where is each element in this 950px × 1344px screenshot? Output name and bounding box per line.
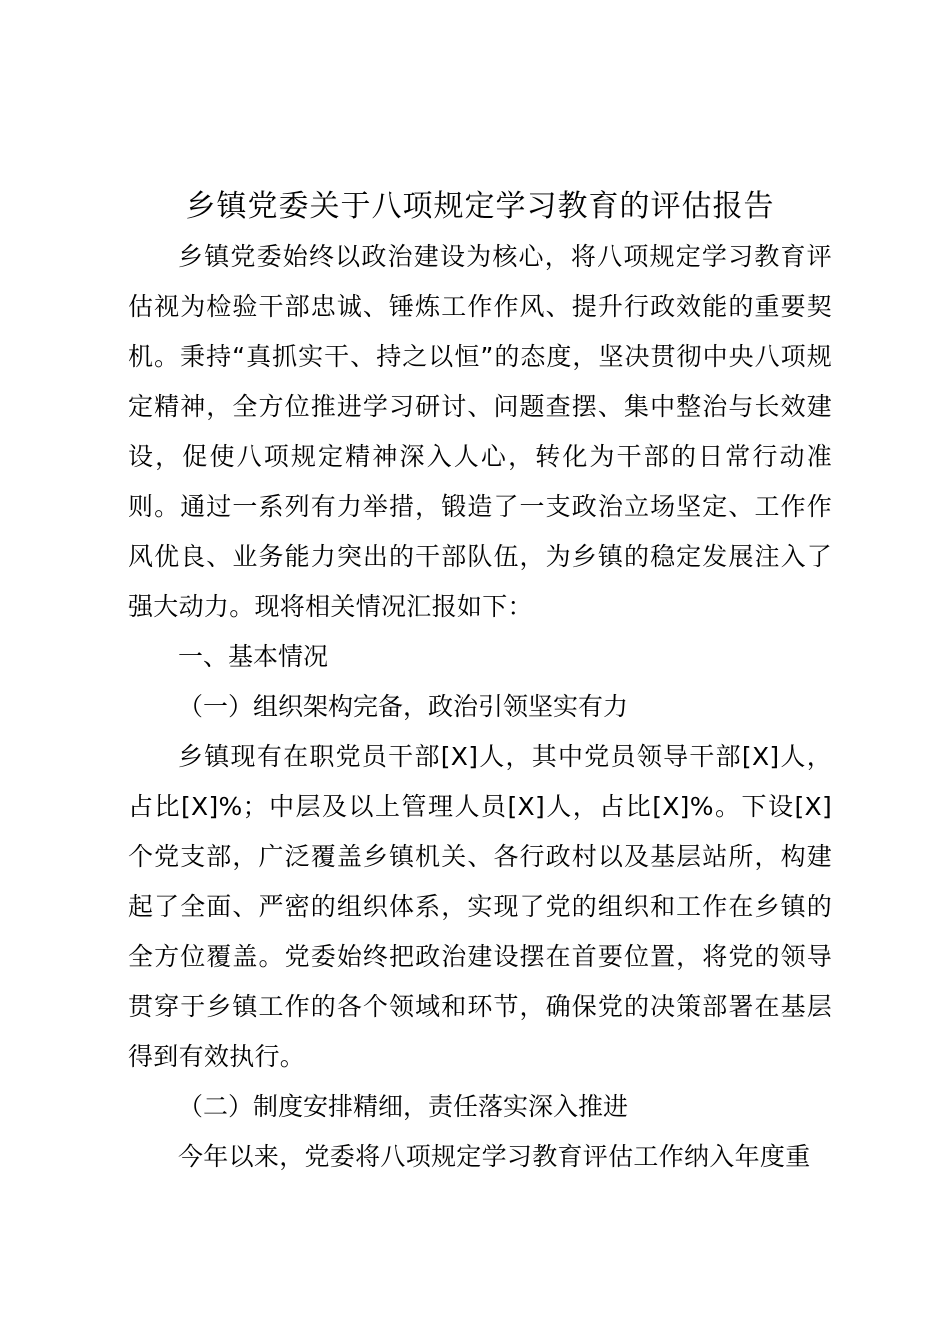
section-heading-basic-situation: 一、基本情况 [178,642,329,671]
document-page [128,182,832,1182]
organization-paragraph: 乡镇现有在职党员干部[X]人，其中党员领导干部[X]人，占比[X]%；中层及以上管理人员[X]人，占比[X]%。下设[X]个党支部，广泛覆盖乡镇机关、各行政村以及基层站所，构建起了全面、严密的组织体系，实现了党的组织和工作在乡镇的全方位覆盖。党委始终把政治建设摆在首要位置，将党的领导贯穿于乡镇工作的各个领域和环节，确保党的决策部署在基层得到有效执行。 [128,742,832,1071]
document-title: 乡镇党委关于八项规定学习教育的评估报告 [185,189,775,224]
system-paragraph: 今年以来，党委将八项规定学习教育评估工作纳入年度重 [178,1142,811,1171]
subsection-heading-organization: （一）组织架构完备，政治引领坚实有力 [178,692,629,721]
subsection-heading-system: （二）制度安排精细，责任落实深入推进 [178,1092,629,1121]
intro-paragraph: 乡镇党委始终以政治建设为核心，将八项规定学习教育评估视为检验干部忠诚、锤炼工作作风、提升行政效能的重要契机。秉持“真抓实干、持之以恒”的态度，坚决贯彻中央八项规定精神，全方位推进学习研讨、问题查摆、集中整治与长效建设，促使八项规定精神深入人心，转化为干部的日常行动准则。通过一系列有力举措，锻造了一支政治立场坚定、工作作风优良、业务能力突出的干部队伍，为乡镇的稳定发展注入了强大动力。现将相关情况汇报如下： [128,242,832,621]
